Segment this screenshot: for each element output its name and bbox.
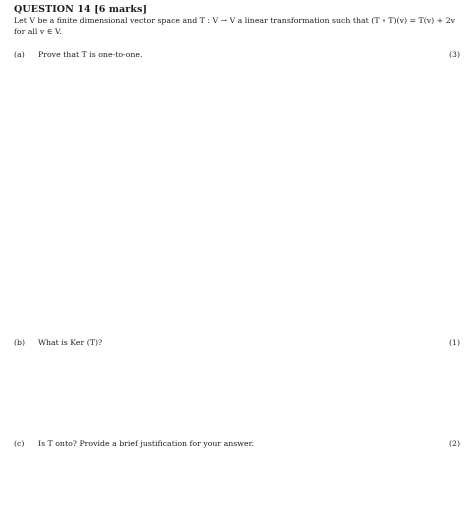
part-label: (a) — [14, 50, 25, 59]
part-text: Is T onto? Provide a brief justification for your answer. — [38, 439, 254, 448]
part-points: (3) — [448, 50, 460, 59]
question-intro — [14, 16, 464, 37]
part-label: (b) — [14, 338, 26, 347]
answer-space-c[interactable] — [14, 451, 460, 507]
part-text: Prove that T is one-to-one. — [38, 50, 143, 59]
intro-line-2: for all v ∈ V. — [14, 26, 62, 36]
part-label: (c) — [14, 439, 25, 448]
part-text: What is Ker (T)? — [38, 338, 103, 347]
part-points: (2) — [448, 439, 460, 448]
part-points: (1) — [448, 338, 460, 347]
question-heading — [14, 4, 147, 15]
question-title: QUESTION 14 — [14, 4, 91, 15]
answer-space-a[interactable] — [14, 62, 460, 332]
intro-line-1: Let V be a finite dimensional vector space and T : V → V a linear transformation such that (T ∘ T)(v) = T(v) + 2v — [14, 16, 456, 25]
answer-space-b[interactable] — [14, 350, 460, 434]
question-marks: [6 marks] — [94, 4, 148, 15]
